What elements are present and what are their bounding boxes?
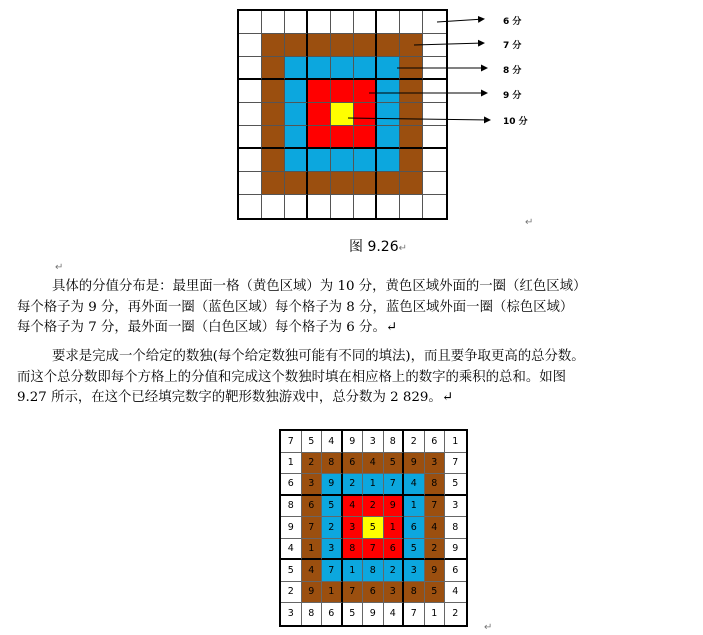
sudoku-cell: 2 xyxy=(425,539,446,561)
target-cell-white xyxy=(331,195,354,218)
sudoku-cell: 5 xyxy=(363,517,384,539)
sudoku-cell: 1 xyxy=(445,431,466,453)
sudoku-cell: 9 xyxy=(343,431,364,453)
target-cell-brown xyxy=(400,172,423,195)
target-cell-white xyxy=(239,11,262,34)
target-cell-blue xyxy=(331,149,354,172)
sudoku-cell: 6 xyxy=(322,603,343,625)
target-cell-yellow xyxy=(331,103,354,126)
target-cell-brown xyxy=(400,34,423,57)
target-cell-brown xyxy=(400,103,423,126)
sudoku-cell: 4 xyxy=(404,474,425,496)
target-cell-red xyxy=(308,80,331,103)
target-cell-white xyxy=(239,172,262,195)
sudoku-cell: 7 xyxy=(281,431,302,453)
sudoku-cell: 1 xyxy=(404,496,425,518)
sudoku-cell: 1 xyxy=(322,582,343,604)
return-mark: ↵ xyxy=(525,217,534,228)
target-cell-white xyxy=(377,11,400,34)
sudoku-cell: 2 xyxy=(363,496,384,518)
target-cell-red xyxy=(331,126,354,149)
target-cell-white xyxy=(239,103,262,126)
target-cell-white xyxy=(262,11,285,34)
target-cell-white xyxy=(239,34,262,57)
target-cell-blue xyxy=(308,57,331,80)
target-cell-brown xyxy=(262,57,285,80)
paragraph1-line-2: 每个格子为 9 分，再外面一圈（蓝色区域）每个格子为 8 分，蓝色区域外面一圈（棕色区域） xyxy=(17,299,574,315)
target-cell-blue xyxy=(285,103,308,126)
empty-line-mark: ↵ xyxy=(55,262,64,273)
target-cell-white xyxy=(308,195,331,218)
sudoku-cell: 4 xyxy=(384,603,405,625)
sudoku-cell: 6 xyxy=(404,517,425,539)
caption-return-mark: ↵ xyxy=(398,243,408,254)
bottom-return-mark: ↵ xyxy=(484,622,493,633)
target-cell-brown xyxy=(262,149,285,172)
sudoku-cell: 8 xyxy=(322,453,343,475)
target-cell-blue xyxy=(285,57,308,80)
paragraph2-line-2: 而这个总分数即每个方格上的分值和完成这个数独时填在相应格上的数字的乘积的总和。如图 xyxy=(17,369,567,385)
sudoku-cell: 8 xyxy=(384,431,405,453)
target-cell-brown xyxy=(331,34,354,57)
sudoku-cell: 5 xyxy=(302,431,323,453)
target-cell-red xyxy=(354,80,377,103)
target-cell-brown xyxy=(400,149,423,172)
target-cell-red xyxy=(354,103,377,126)
sudoku-cell: 8 xyxy=(445,517,466,539)
target-cell-white xyxy=(377,195,400,218)
sudoku-cell: 6 xyxy=(363,582,384,604)
sudoku-cell: 5 xyxy=(445,474,466,496)
sudoku-cell: 4 xyxy=(302,560,323,582)
target-cell-blue xyxy=(354,149,377,172)
target-cell-brown xyxy=(331,172,354,195)
target-cell-white xyxy=(423,80,446,103)
sudoku-cell: 9 xyxy=(363,603,384,625)
sudoku-cell: 8 xyxy=(363,560,384,582)
sudoku-cell: 9 xyxy=(445,539,466,561)
target-cell-blue xyxy=(285,149,308,172)
target-cell-brown xyxy=(400,126,423,149)
sudoku-cell: 5 xyxy=(343,603,364,625)
target-cell-white xyxy=(262,195,285,218)
target-cell-red xyxy=(331,80,354,103)
target-cell-brown xyxy=(377,34,400,57)
paragraph1-line-1: 具体的分值分布是：最里面一格（黄色区域）为 10 分，黄色区域外面的一圈（红色区域） xyxy=(52,279,587,294)
target-cell-white xyxy=(239,80,262,103)
target-cell-white xyxy=(423,103,446,126)
sudoku-cell: 4 xyxy=(425,517,446,539)
sudoku-cell: 9 xyxy=(425,560,446,582)
sudoku-cell: 7 xyxy=(404,603,425,625)
target-cell-brown xyxy=(262,103,285,126)
target-cell-brown xyxy=(308,34,331,57)
sudoku-cell: 8 xyxy=(302,603,323,625)
paragraph1-line-3: 每个格子为 7 分，最外面一圈（白色区域）每个格子为 6 分。↵ xyxy=(17,320,398,335)
sudoku-cell: 3 xyxy=(363,431,384,453)
sudoku-cell: 3 xyxy=(302,474,323,496)
target-cell-white xyxy=(239,57,262,80)
target-cell-blue xyxy=(377,149,400,172)
sudoku-cell: 5 xyxy=(425,582,446,604)
sudoku-cell: 8 xyxy=(281,496,302,518)
score-label-9: 9 分 xyxy=(503,91,522,101)
sudoku-cell: 9 xyxy=(302,582,323,604)
sudoku-cell: 3 xyxy=(281,603,302,625)
target-cell-blue xyxy=(354,57,377,80)
target-cell-white xyxy=(285,195,308,218)
target-cell-brown xyxy=(285,172,308,195)
target-cell-brown xyxy=(377,172,400,195)
target-cell-white xyxy=(400,195,423,218)
sudoku-cell: 7 xyxy=(343,582,364,604)
paragraph-score-distribution xyxy=(17,277,699,339)
sudoku-cell: 3 xyxy=(445,496,466,518)
target-cell-brown xyxy=(262,34,285,57)
sudoku-cell: 6 xyxy=(384,539,405,561)
target-cell-white xyxy=(400,11,423,34)
score-label-8: 8 分 xyxy=(503,66,522,76)
target-cell-blue xyxy=(377,57,400,80)
target-cell-white xyxy=(423,172,446,195)
target-cell-white xyxy=(423,195,446,218)
sudoku-cell: 7 xyxy=(425,496,446,518)
sudoku-cell: 5 xyxy=(322,496,343,518)
paragraph2-line-1: 要求是完成一个给定的数独(每个给定数独可能有不同的填法)，而且要争取更高的总分数。 xyxy=(52,349,585,364)
figure-caption-text: 图 9.26 xyxy=(349,239,399,255)
target-cell-white xyxy=(423,149,446,172)
sudoku-cell: 7 xyxy=(363,539,384,561)
target-cell-blue xyxy=(285,80,308,103)
sudoku-cell: 6 xyxy=(302,496,323,518)
sudoku-cell: 2 xyxy=(281,582,302,604)
target-cell-brown xyxy=(400,57,423,80)
sudoku-cell: 1 xyxy=(425,603,446,625)
target-cell-white xyxy=(239,149,262,172)
sudoku-cell: 5 xyxy=(384,453,405,475)
sudoku-cell: 8 xyxy=(343,539,364,561)
sudoku-cell: 6 xyxy=(425,431,446,453)
sudoku-cell: 9 xyxy=(322,474,343,496)
sudoku-cell: 4 xyxy=(445,582,466,604)
sudoku-cell: 1 xyxy=(363,474,384,496)
filled-sudoku-figure-9-27 xyxy=(279,429,468,627)
target-cell-red xyxy=(308,126,331,149)
target-cell-blue xyxy=(377,126,400,149)
sudoku-cell: 3 xyxy=(322,539,343,561)
sudoku-cell: 3 xyxy=(404,560,425,582)
sudoku-cell: 4 xyxy=(363,453,384,475)
target-cell-blue xyxy=(308,149,331,172)
sudoku-cell: 6 xyxy=(281,474,302,496)
sudoku-cell: 8 xyxy=(404,582,425,604)
sudoku-cell: 4 xyxy=(322,431,343,453)
sudoku-cell: 8 xyxy=(425,474,446,496)
target-cell-brown xyxy=(262,126,285,149)
target-cell-white xyxy=(285,11,308,34)
target-cell-white xyxy=(239,195,262,218)
paragraph2-line-3: 9.27 所示，在这个已经填完数字的靶形数独游戏中，总分数为 2 829。↵ xyxy=(17,390,454,405)
target-cell-white xyxy=(308,11,331,34)
sudoku-cell: 7 xyxy=(445,453,466,475)
target-cell-brown xyxy=(400,80,423,103)
paragraph-requirements xyxy=(17,347,699,409)
target-cell-white xyxy=(423,11,446,34)
sudoku-cell: 6 xyxy=(343,453,364,475)
target-cell-brown xyxy=(354,172,377,195)
sudoku-cell: 4 xyxy=(281,539,302,561)
target-cell-brown xyxy=(262,172,285,195)
target-cell-red xyxy=(354,126,377,149)
sudoku-cell: 7 xyxy=(322,560,343,582)
target-cell-white xyxy=(354,195,377,218)
sudoku-cell: 7 xyxy=(384,474,405,496)
sudoku-cell: 7 xyxy=(302,517,323,539)
target-cell-brown xyxy=(354,34,377,57)
target-cell-blue xyxy=(285,126,308,149)
target-cell-red xyxy=(308,103,331,126)
sudoku-cell: 3 xyxy=(343,517,364,539)
sudoku-cell: 1 xyxy=(302,539,323,561)
target-cell-white xyxy=(239,126,262,149)
target-cell-brown xyxy=(285,34,308,57)
sudoku-cell: 2 xyxy=(343,474,364,496)
sudoku-cell: 3 xyxy=(384,582,405,604)
target-cell-white xyxy=(423,57,446,80)
target-cell-white xyxy=(331,11,354,34)
sudoku-cell: 9 xyxy=(384,496,405,518)
sudoku-cell: 2 xyxy=(302,453,323,475)
score-label-10: 10 分 xyxy=(503,117,528,127)
score-label-6: 6 分 xyxy=(503,17,522,27)
target-grid-figure-9-26 xyxy=(237,9,448,220)
sudoku-cell: 9 xyxy=(281,517,302,539)
sudoku-cell: 2 xyxy=(445,603,466,625)
target-cell-brown xyxy=(308,172,331,195)
sudoku-cell: 2 xyxy=(322,517,343,539)
target-cell-white xyxy=(423,34,446,57)
sudoku-cell: 6 xyxy=(445,560,466,582)
sudoku-cell: 1 xyxy=(281,453,302,475)
sudoku-cell: 2 xyxy=(384,560,405,582)
sudoku-cell: 5 xyxy=(281,560,302,582)
target-cell-white xyxy=(354,11,377,34)
sudoku-cell: 1 xyxy=(343,560,364,582)
target-cell-white xyxy=(423,126,446,149)
sudoku-cell: 9 xyxy=(404,453,425,475)
sudoku-cell: 4 xyxy=(343,496,364,518)
sudoku-cell: 5 xyxy=(404,539,425,561)
figure-caption xyxy=(349,236,407,256)
target-cell-blue xyxy=(331,57,354,80)
target-cell-brown xyxy=(262,80,285,103)
target-cell-blue xyxy=(377,80,400,103)
sudoku-cell: 2 xyxy=(404,431,425,453)
sudoku-cell: 1 xyxy=(384,517,405,539)
score-label-7: 7 分 xyxy=(503,41,522,51)
sudoku-cell: 3 xyxy=(425,453,446,475)
target-cell-blue xyxy=(377,103,400,126)
